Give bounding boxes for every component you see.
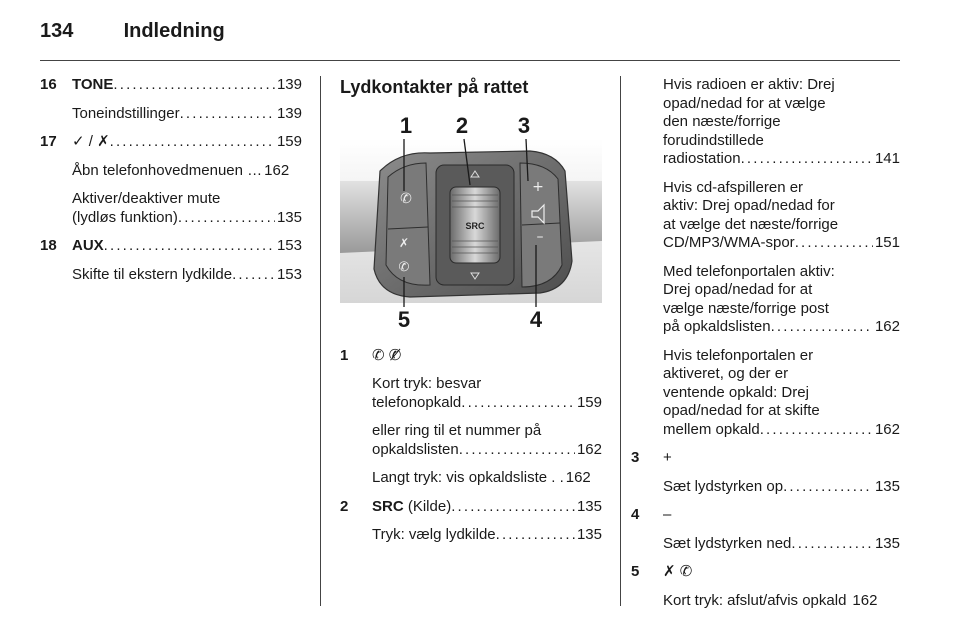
item-number: 1 bbox=[340, 346, 349, 364]
paragraph-waiting-call bbox=[663, 347, 900, 440]
column-1 bbox=[40, 76, 302, 294]
page-ref[interactable]: 135 bbox=[576, 497, 602, 515]
leader-dots bbox=[760, 421, 873, 440]
entry-18-sub bbox=[72, 266, 302, 285]
volume-down-icon: – bbox=[536, 228, 544, 245]
sub-label-line: eller ring til et nummer på bbox=[372, 422, 542, 439]
page-ref[interactable]: 162 bbox=[264, 161, 290, 179]
entry-17-sub-2 bbox=[72, 190, 302, 227]
leader-dots bbox=[178, 209, 275, 228]
sub-label: Åbn telefonhovedmenuen … bbox=[72, 161, 263, 179]
paragraph-radio bbox=[663, 76, 900, 169]
item-2 bbox=[340, 498, 602, 517]
text-line: ventende opkald: Drej bbox=[663, 383, 809, 401]
text-line: CD/MP3/WMA-spor bbox=[663, 234, 795, 251]
phone-mute-icon: ✓ / ✗ bbox=[72, 133, 110, 150]
entry-17 bbox=[40, 133, 302, 152]
text-line: Med telefonportalen aktiv: bbox=[663, 262, 835, 280]
paragraph-phone bbox=[663, 263, 900, 337]
entry-18 bbox=[40, 237, 302, 256]
item-label-rest: (Kilde) bbox=[403, 497, 452, 515]
callout-label-2: 2 bbox=[455, 112, 469, 138]
sub-label-line: telefonopkald bbox=[372, 393, 462, 411]
item-label: SRC bbox=[372, 497, 404, 515]
volume-up-icon: + bbox=[532, 178, 544, 195]
page-ref[interactable]: 135 bbox=[874, 477, 900, 495]
minus-icon: – bbox=[663, 506, 672, 523]
entry-label: AUX bbox=[72, 237, 104, 254]
text-line: at vælge det næste/forrige bbox=[663, 215, 839, 233]
page-ref[interactable]: 162 bbox=[874, 420, 900, 438]
page-ref[interactable]: 162 bbox=[565, 469, 591, 486]
callout-label-3: 3 bbox=[517, 112, 531, 138]
callout-label-1: 1 bbox=[399, 112, 413, 138]
page-title: Indledning bbox=[123, 20, 225, 42]
text-line: vælge næste/forrige post bbox=[663, 299, 829, 317]
page-ref[interactable]: 135 bbox=[276, 208, 302, 226]
sub-label: Kort tryk: afslut/afvis opkald bbox=[663, 591, 847, 609]
sub-label: Toneindstillinger bbox=[72, 104, 180, 122]
item-number: 2 bbox=[340, 497, 349, 515]
item-2-sub bbox=[372, 526, 602, 545]
entry-label: TONE bbox=[72, 76, 114, 93]
leader-dots bbox=[459, 441, 575, 460]
text-line: opad/nedad for at vælge bbox=[663, 94, 826, 112]
item-number: 3 bbox=[631, 449, 640, 466]
column-3 bbox=[631, 76, 900, 620]
page-ref[interactable]: 139 bbox=[276, 76, 302, 93]
leader-dots bbox=[795, 234, 873, 253]
leader-dots bbox=[232, 266, 275, 285]
mute-icon: ✗ bbox=[398, 235, 410, 250]
text-line: radiostation bbox=[663, 150, 741, 167]
sub-label: Langt tryk: vis opkaldsliste . . bbox=[372, 469, 564, 486]
text-line: aktiv: Drej opad/nedad for bbox=[663, 197, 835, 214]
mute-hangup-icon: ✗ ✆ bbox=[663, 563, 693, 580]
entry-16-sub bbox=[72, 105, 302, 124]
item-3-sub bbox=[663, 478, 900, 497]
phone-answer-icon: ✆ ✆̸ bbox=[372, 346, 402, 364]
entry-number: 16 bbox=[40, 76, 57, 93]
leader-dots bbox=[741, 150, 873, 169]
page-ref[interactable]: 162 bbox=[576, 440, 602, 458]
page-ref[interactable]: 159 bbox=[276, 133, 302, 150]
hang-up-icon: ✆ bbox=[398, 259, 410, 275]
text-line: opad/nedad for at skifte bbox=[663, 402, 820, 419]
section-title: Lydkontakter på rattet bbox=[340, 77, 529, 97]
text-line: aktiveret, og der er bbox=[663, 365, 789, 382]
text-line: Hvis cd-afspilleren er bbox=[663, 178, 804, 196]
steering-wheel-controls-figure bbox=[340, 111, 602, 333]
sub-label-line: (lydløs funktion) bbox=[72, 208, 178, 226]
column-2 bbox=[340, 76, 602, 555]
leader-dots bbox=[180, 105, 275, 124]
sub-label: Tryk: vælg lydkilde bbox=[372, 526, 496, 543]
item-4-sub bbox=[663, 535, 900, 554]
text-line: Hvis telefonportalen er bbox=[663, 346, 814, 364]
item-number: 5 bbox=[631, 563, 640, 580]
entry-number: 17 bbox=[40, 133, 57, 150]
sub-label-line: Kort tryk: besvar bbox=[372, 375, 482, 392]
entry-number: 18 bbox=[40, 237, 57, 254]
text-line: Hvis radioen er aktiv: Drej bbox=[663, 76, 835, 93]
text-line: forudindstillede bbox=[663, 131, 764, 149]
item-3 bbox=[631, 449, 900, 468]
leader-dots bbox=[771, 318, 873, 337]
leader-dots bbox=[104, 237, 275, 256]
callout-label-4: 4 bbox=[529, 306, 543, 332]
leader-dots bbox=[783, 478, 873, 497]
item-5 bbox=[631, 563, 900, 582]
sub-label-line: opkaldslisten bbox=[372, 440, 459, 458]
page-ref[interactable]: 159 bbox=[576, 393, 602, 411]
text-line: Drej opad/nedad for at bbox=[663, 281, 813, 298]
sub-label-line: Aktiver/deaktiver mute bbox=[72, 190, 221, 207]
item-1-sub-2 bbox=[372, 422, 602, 459]
page-ref[interactable]: 151 bbox=[874, 234, 900, 251]
item-1-sub-1 bbox=[372, 375, 602, 412]
page-ref[interactable]: 153 bbox=[276, 265, 302, 283]
item-1-sub-3 bbox=[372, 469, 602, 488]
entry-16 bbox=[40, 76, 302, 95]
steering-wheel-controls-illustration bbox=[340, 111, 602, 333]
plus-icon: + bbox=[663, 449, 672, 466]
page-ref[interactable]: 162 bbox=[852, 591, 878, 609]
sub-label: Skifte til ekstern lydkilde bbox=[72, 265, 233, 283]
page-ref[interactable]: 135 bbox=[874, 534, 900, 552]
text-line: på opkaldslisten bbox=[663, 318, 771, 335]
page-ref[interactable]: 153 bbox=[276, 237, 302, 254]
src-label: SRC bbox=[465, 220, 485, 231]
page-ref[interactable]: 135 bbox=[576, 526, 602, 543]
text-line: mellem opkald bbox=[663, 420, 760, 438]
column-divider-2 bbox=[620, 76, 621, 606]
paragraph-cd bbox=[663, 179, 900, 253]
leader-dots bbox=[791, 535, 873, 554]
header-divider bbox=[40, 60, 900, 61]
page-ref[interactable]: 141 bbox=[874, 150, 900, 167]
sub-label: Sæt lydstyrken op bbox=[663, 477, 784, 495]
column-divider-1 bbox=[320, 76, 321, 606]
text-line: den næste/forrige bbox=[663, 113, 781, 130]
phone-icon: ✆ bbox=[400, 190, 412, 207]
leader-dots bbox=[113, 76, 275, 95]
callout-label-5: 5 bbox=[397, 306, 411, 332]
leader-dots bbox=[496, 526, 575, 545]
page-ref[interactable]: 139 bbox=[276, 104, 302, 122]
leader-dots bbox=[461, 394, 575, 413]
item-4 bbox=[631, 506, 900, 525]
leader-dots bbox=[110, 133, 275, 152]
sub-label: Sæt lydstyrken ned bbox=[663, 534, 792, 552]
item-number: 4 bbox=[631, 506, 640, 523]
item-1 bbox=[340, 347, 602, 366]
item-5-sub bbox=[663, 592, 900, 611]
page-header bbox=[40, 20, 225, 43]
page-number: 134 bbox=[40, 20, 74, 42]
page-ref[interactable]: 162 bbox=[874, 318, 900, 335]
entry-17-sub-1 bbox=[72, 162, 302, 181]
leader-dots bbox=[451, 498, 575, 517]
